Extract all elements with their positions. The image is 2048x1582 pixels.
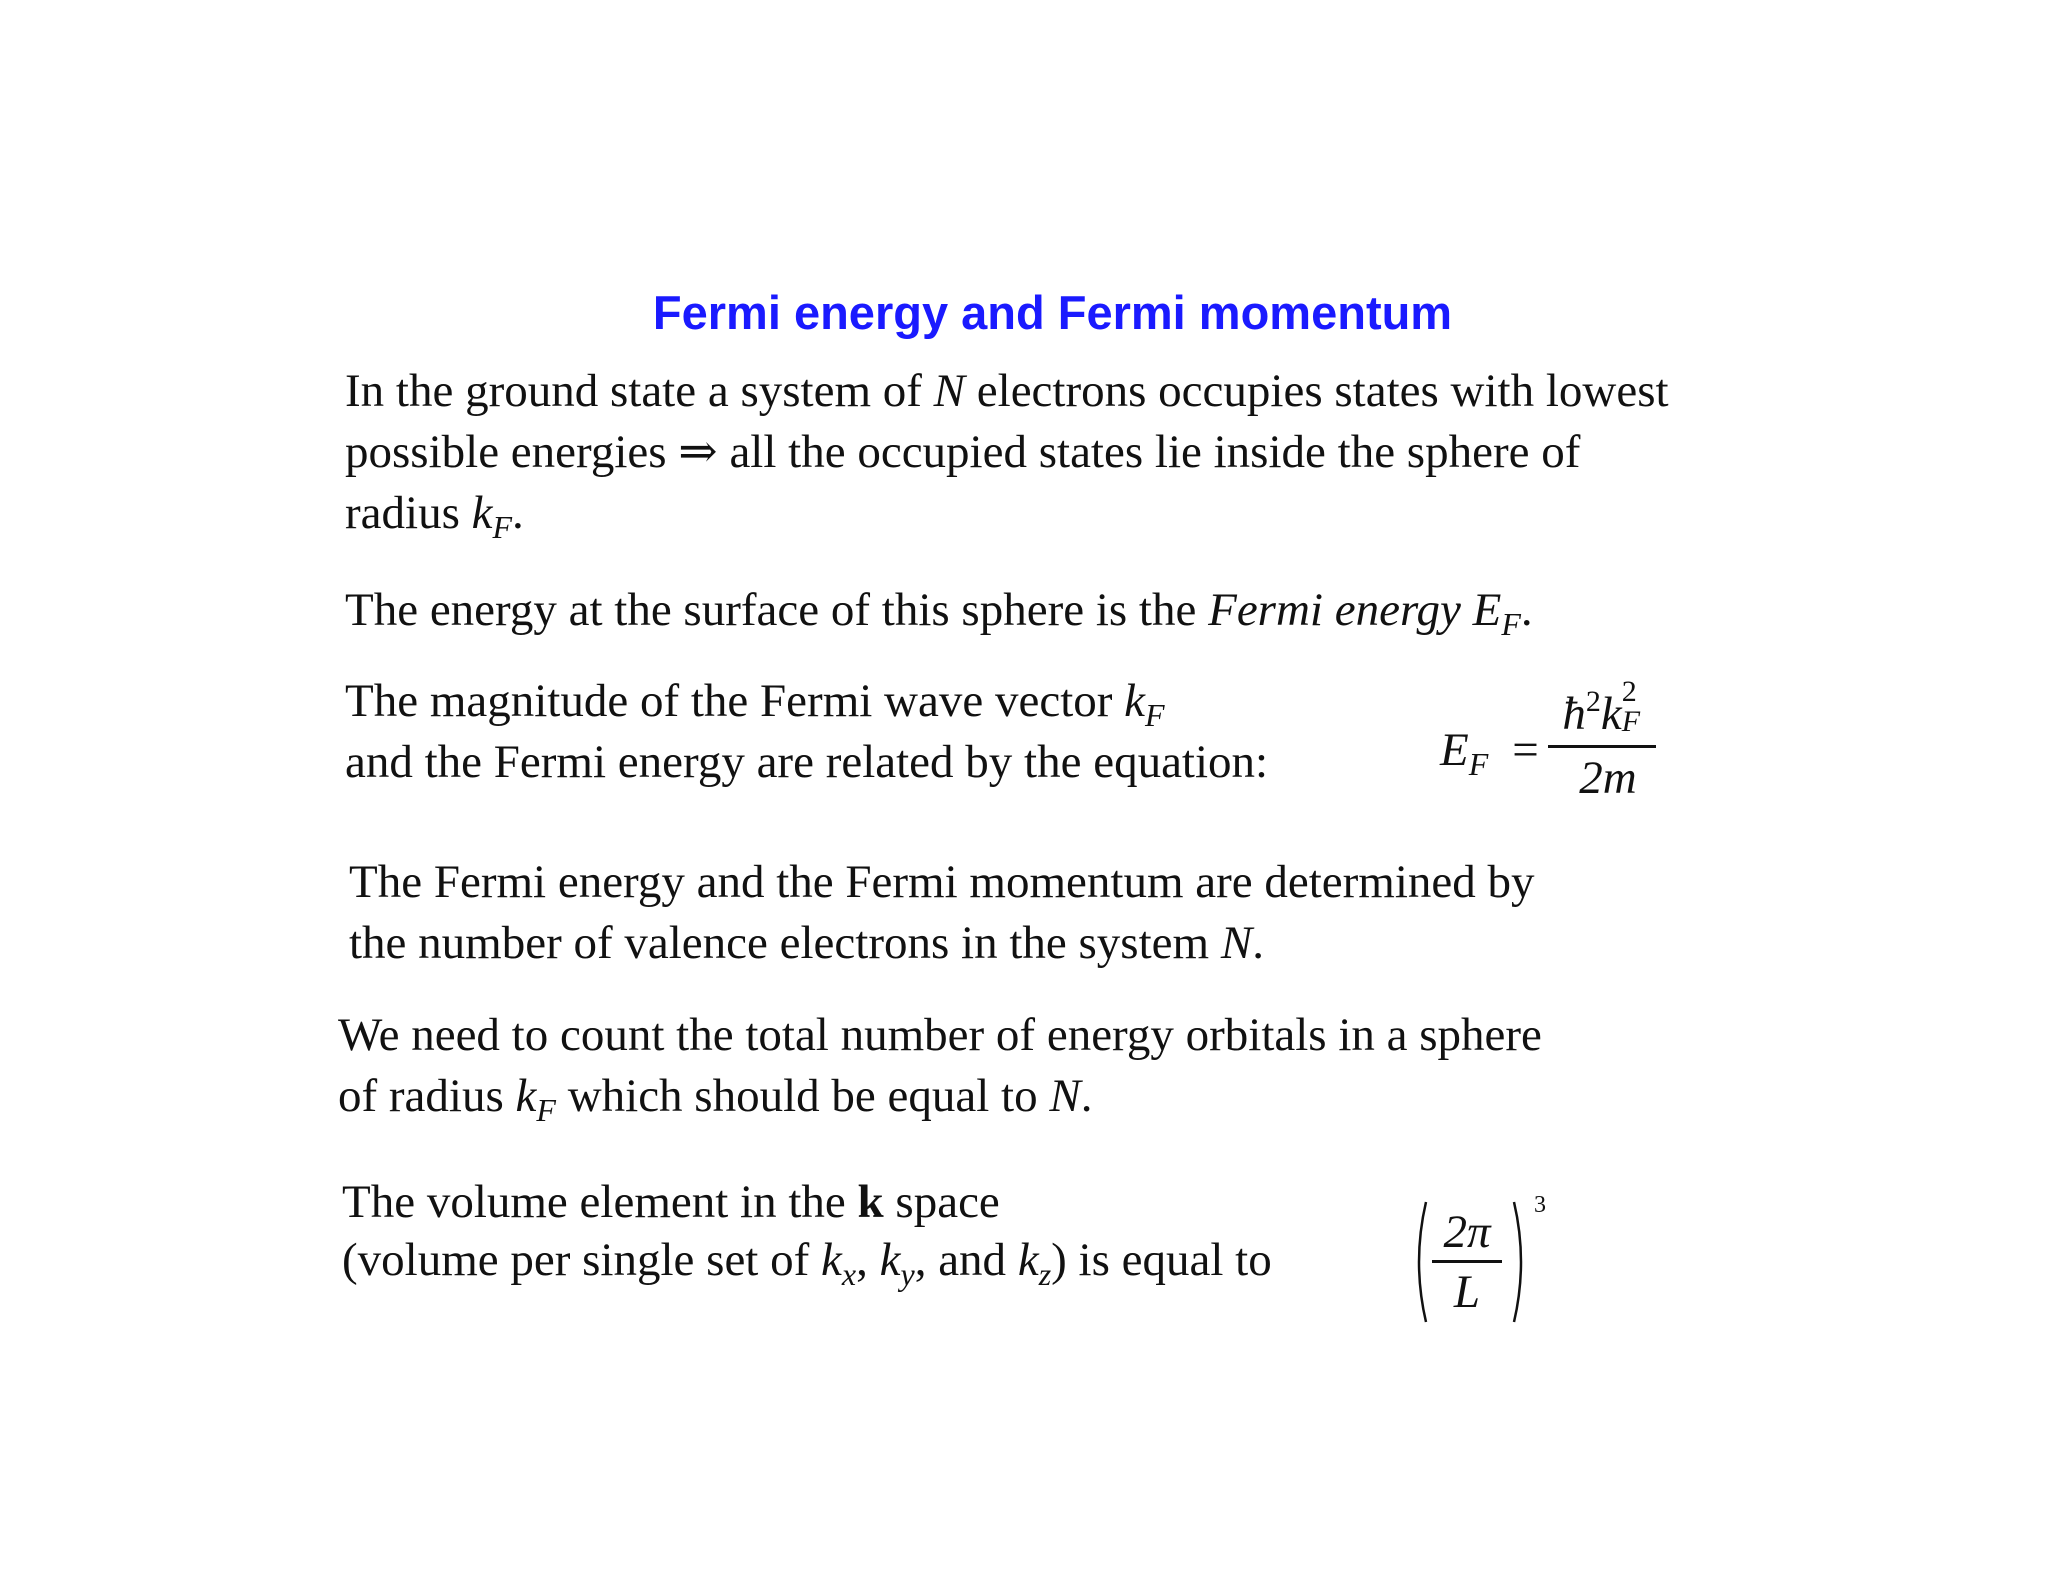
subscript-f: F (1468, 746, 1489, 782)
paragraph-fermi-energy-definition (345, 580, 1533, 641)
paragraph-volume-element-line-2 (342, 1230, 1272, 1291)
equation-volume-element (1410, 1192, 1546, 1330)
subscript-f: F (1145, 697, 1165, 733)
paragraph-volume-element-line-1 (342, 1172, 1000, 1233)
equation-lhs (1440, 723, 1539, 782)
subscript-f: F (536, 1092, 556, 1128)
term-fermi-energy: Fermi energy E (1208, 584, 1502, 636)
text-run: The volume element in the (342, 1176, 858, 1228)
paragraph-ground-state-line-2 (345, 422, 1580, 483)
exponent-3: 3 (1534, 1192, 1546, 1218)
subscript-z: z (1038, 1256, 1052, 1292)
variable-k: k (471, 487, 493, 539)
subscript-y: y (900, 1256, 915, 1292)
text-run: electrons occupies states with lowest (965, 365, 1669, 417)
paragraph-count-orbitals-line-1 (338, 1005, 1542, 1066)
text-run: In the ground state a system of (345, 365, 934, 417)
variable-k: k (515, 1070, 537, 1122)
fraction-numerator: 2π (1443, 1206, 1491, 1258)
text-run: radius (345, 487, 472, 539)
superscript-2: 2 (1621, 675, 1637, 708)
variable-k: k (1600, 688, 1622, 740)
paragraph-determined-by-line-2 (349, 913, 1264, 974)
variable-e: E (1440, 724, 1469, 776)
equals-sign: = (1512, 724, 1539, 776)
text-run: The energy at the surface of this sphere is the (345, 584, 1209, 636)
bold-k-vector: k (857, 1176, 884, 1228)
text-run: , and (914, 1234, 1018, 1286)
variable-k: k (1017, 1234, 1039, 1286)
paragraph-count-orbitals-line-2 (338, 1066, 1092, 1127)
variable-n: N (1220, 917, 1253, 969)
subscript-f: F (1501, 606, 1521, 642)
text-run: possible energies (345, 426, 679, 478)
text-run: . (1080, 1070, 1093, 1122)
superscript-subscript (1621, 675, 1642, 738)
text-run: . (512, 487, 524, 539)
paragraph-wave-vector-line-2 (345, 732, 1268, 793)
text-run: , (856, 1234, 880, 1286)
hbar-symbol: ħ (1562, 688, 1586, 740)
right-paren-icon (1510, 1200, 1530, 1324)
text-run: ) is equal to (1051, 1234, 1272, 1286)
text-run: (volume per single set of (342, 1234, 822, 1286)
text-run: all the occupied states lie inside the sphere of (717, 426, 1581, 478)
equation-fermi-energy (1440, 675, 1680, 813)
subscript-f: F (492, 509, 513, 545)
superscript-2: 2 (1585, 685, 1601, 718)
paragraph-determined-by-line-1 (349, 852, 1535, 913)
paragraph-wave-vector-line-1 (345, 671, 1165, 732)
text-run: of radius (338, 1070, 516, 1122)
text-run: space (883, 1176, 1000, 1228)
text-run: the number of valence electrons in the system (349, 917, 1221, 969)
variable-k: k (879, 1234, 901, 1286)
text-run: and the Fermi energy are related by the equation: (345, 736, 1269, 788)
variable-k: k (821, 1234, 842, 1286)
fraction-denominator: 2m (1579, 752, 1637, 804)
text-run: . (1252, 917, 1264, 969)
fraction-numerator (1548, 675, 1656, 745)
left-paren-icon (1410, 1200, 1430, 1324)
text-run: The Fermi energy and the Fermi momentum are determined by (349, 856, 1535, 908)
paragraph-ground-state-line-3 (345, 483, 524, 544)
variable-k: k (1124, 675, 1146, 727)
subscript-x: x (841, 1256, 857, 1292)
fraction-denominator: L (1453, 1266, 1481, 1318)
variable-n: N (933, 365, 966, 417)
equation-fraction (1548, 675, 1656, 808)
text-run: . (1520, 584, 1533, 636)
text-run: We need to count the total number of energy orbitals in a sphere (338, 1009, 1542, 1061)
text-run: which should be equal to (555, 1070, 1050, 1122)
variable-n: N (1049, 1070, 1081, 1122)
text-run: The magnitude of the Fermi wave vector (345, 675, 1125, 727)
implies-arrow-icon: ⇒ (678, 426, 718, 478)
paragraph-ground-state-line-1 (345, 361, 1669, 422)
slide-title: Fermi energy and Fermi momentum (652, 286, 1453, 339)
subscript-f: F (1621, 705, 1641, 738)
equation-fraction (1432, 1204, 1502, 1321)
